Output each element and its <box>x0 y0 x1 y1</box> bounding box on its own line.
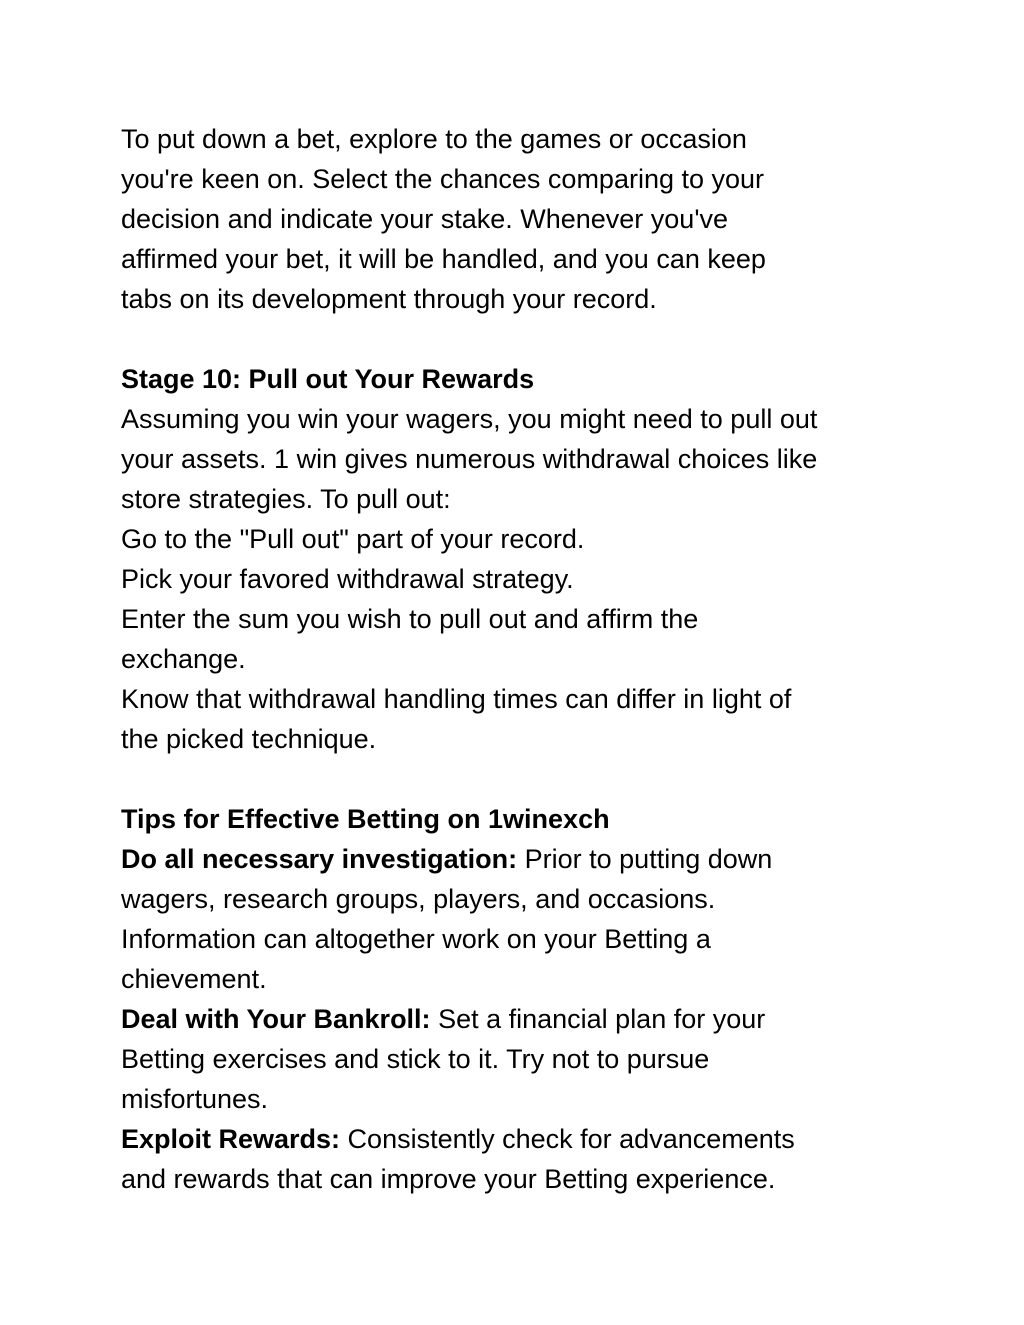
tip-first-line <box>121 999 921 1039</box>
text-line: wagers, research groups, players, and occasions. <box>121 884 716 914</box>
text-line: decision and indicate your stake. Whenever you've <box>121 204 728 234</box>
text-line: the picked technique. <box>121 724 377 754</box>
text-line: Enter the sum you wish to pull out and affirm the <box>121 604 699 634</box>
tip-first-line <box>121 1119 921 1159</box>
text-line: Assuming you win your wagers, you might need to pull out <box>121 404 818 434</box>
text-line: Go to the "Pull out" part of your record. <box>121 524 585 554</box>
stage-10-section <box>121 359 921 759</box>
tip-bankroll <box>121 999 921 1119</box>
tip-label: Deal with Your Bankroll: <box>121 1004 431 1034</box>
tip-text: Set a financial plan for your <box>430 1004 766 1034</box>
text-line: exchange. <box>121 644 246 674</box>
text-line: and rewards that can improve your Betting experience. <box>121 1164 776 1194</box>
text-line: affirmed your bet, it will be handled, and you can keep <box>121 244 766 274</box>
text-line: Know that withdrawal handling times can differ in light of <box>121 684 792 714</box>
text-line: your assets. 1 win gives numerous withdrawal choices like <box>121 444 818 474</box>
text-line: To put down a bet, explore to the games or occasion <box>121 124 747 154</box>
tip-first-line <box>121 839 921 879</box>
tip-text: Consistently check for advancements <box>340 1124 795 1154</box>
tip-text: Prior to putting down <box>517 844 773 874</box>
text-line: Betting exercises and stick to it. Try not to pursue <box>121 1044 710 1074</box>
tips-heading: Tips for Effective Betting on 1winexch <box>121 804 610 834</box>
text-line: you're keen on. Select the chances comparing to your <box>121 164 765 194</box>
tip-research <box>121 839 921 999</box>
text-line: tabs on its development through your record. <box>121 284 657 314</box>
tip-label: Exploit Rewards: <box>121 1124 341 1154</box>
text-line: Pick your favored withdrawal strategy. <box>121 564 574 594</box>
tip-label: Do all necessary investigation: <box>121 844 518 874</box>
text-line: Information can altogether work on your Betting a <box>121 924 711 954</box>
stage-10-heading: Stage 10: Pull out Your Rewards <box>121 364 535 394</box>
tips-section <box>121 799 921 1199</box>
paragraph-gap <box>121 759 921 799</box>
paragraph-gap <box>121 319 921 359</box>
tip-rewards <box>121 1119 921 1199</box>
text-line: chievement. <box>121 964 267 994</box>
document-page <box>121 119 921 1199</box>
intro-paragraph <box>121 119 921 319</box>
text-line: store strategies. To pull out: <box>121 484 451 514</box>
text-line: misfortunes. <box>121 1084 269 1114</box>
